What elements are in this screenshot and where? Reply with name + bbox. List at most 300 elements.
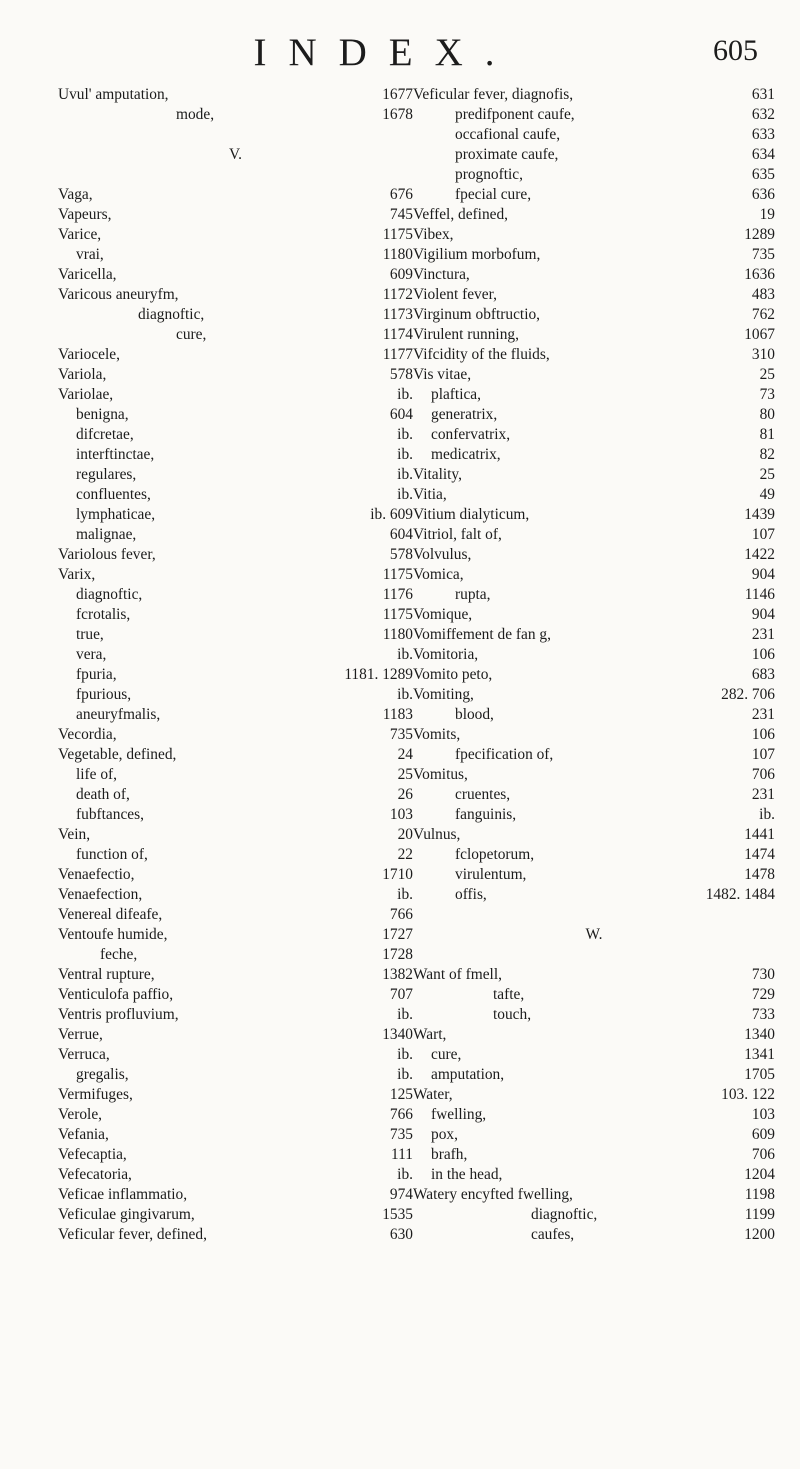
index-entry [413, 1025, 775, 1045]
entry-term: fpurious, [76, 686, 132, 703]
entry-term: brafh, [431, 1146, 468, 1163]
entry-page-ref: 1710 [382, 866, 413, 883]
entry-term: Veficular fever, defined, [58, 1226, 207, 1243]
index-entry [413, 145, 775, 165]
entry-page-ref: 1289 [744, 226, 775, 243]
entry-page-ref: ib. [397, 1046, 413, 1063]
index-entry [58, 985, 413, 1005]
entry-term: death of, [76, 786, 130, 803]
entry-page-ref: 1198 [744, 1186, 775, 1203]
section-letter-text: V. [229, 146, 242, 163]
entry-page-ref: 632 [751, 106, 775, 123]
entry-term: Ventral rupture, [58, 966, 155, 983]
index-entry [413, 345, 775, 365]
entry-term: cure, [431, 1046, 462, 1063]
index-entry [413, 725, 775, 745]
entry-page-ref: 1636 [744, 266, 775, 283]
entry-term: Vomito peto, [413, 666, 493, 683]
entry-term: blood, [455, 706, 494, 723]
index-entry [58, 425, 413, 445]
index-entry [413, 285, 775, 305]
entry-term: Water, [413, 1086, 453, 1103]
entry-term: Veficulae gingivarum, [58, 1206, 195, 1223]
entry-term: confluentes, [76, 486, 151, 503]
page-header [0, 30, 800, 80]
entry-term: Veficular fever, diagnofis, [413, 86, 574, 103]
entry-page-ref: 231 [751, 626, 775, 643]
entry-term: Vomica, [413, 566, 464, 583]
index-entry [58, 365, 413, 385]
entry-page-ref: 73 [759, 386, 775, 403]
entry-page-ref: 904 [751, 606, 775, 623]
entry-term: Violent fever, [413, 286, 497, 303]
entry-page-ref: 636 [751, 186, 775, 203]
index-entry [413, 645, 775, 665]
index-entry [58, 1105, 413, 1125]
entry-term: vrai, [76, 246, 104, 263]
entry-page-ref: 106 [751, 646, 775, 663]
entry-page-ref: 483 [751, 286, 775, 303]
blank-line [58, 165, 413, 185]
entry-page-ref: ib. [397, 386, 413, 403]
index-entry [413, 1045, 775, 1065]
entry-term: amputation, [431, 1066, 505, 1083]
entry-term: Vitality, [413, 466, 462, 483]
entry-term: Varicous aneuryfm, [58, 286, 179, 303]
entry-term: predifponent caufe, [455, 106, 575, 123]
index-entry [58, 585, 413, 605]
entry-page-ref: 107 [751, 526, 775, 543]
index-entry [413, 565, 775, 585]
entry-term: Varice, [58, 226, 102, 243]
entry-term: fclopetorum, [455, 846, 535, 863]
index-entry [413, 365, 775, 385]
entry-page-ref: 24 [397, 746, 413, 763]
index-entry [413, 425, 775, 445]
index-entry [58, 225, 413, 245]
index-entry [413, 765, 775, 785]
entry-term: Virulent running, [413, 326, 519, 343]
index-entry [58, 785, 413, 805]
index-entry [413, 1145, 775, 1165]
index-entry [413, 105, 775, 125]
index-entry [58, 645, 413, 665]
entry-term: Uvul' amputation, [58, 86, 169, 103]
entry-page-ref: 683 [751, 666, 775, 683]
entry-page-ref: 676 [389, 186, 413, 203]
entry-page-ref: 706 [751, 766, 775, 783]
entry-term: cruentes, [455, 786, 511, 803]
entry-page-ref: 609 [389, 266, 413, 283]
entry-term: occafional caufe, [455, 126, 561, 143]
entry-page-ref: ib. [759, 806, 775, 823]
entry-term: prognoftic, [455, 166, 523, 183]
index-entry [58, 765, 413, 785]
index-entry [413, 1085, 775, 1105]
entry-term: Vomitoria, [413, 646, 479, 663]
entry-term: function of, [76, 846, 148, 863]
index-entry [413, 245, 775, 265]
index-entry [58, 945, 413, 965]
index-entry [58, 845, 413, 865]
entry-page-ref: 604 [389, 526, 413, 543]
index-entry [413, 465, 775, 485]
entry-page-ref: 1341 [744, 1046, 775, 1063]
entry-term: Vomique, [413, 606, 473, 623]
index-entry [413, 125, 775, 145]
blank-line [58, 125, 413, 145]
entry-page-ref: 707 [389, 986, 413, 1003]
entry-page-ref: 103 [751, 1106, 775, 1123]
entry-term: proximate caufe, [455, 146, 559, 163]
index-entry [58, 345, 413, 365]
index-entry [58, 1205, 413, 1225]
entry-page-ref: 1180 [382, 626, 413, 643]
entry-page-ref: 1176 [382, 586, 413, 603]
index-entry [58, 625, 413, 645]
index-entry [58, 485, 413, 505]
index-entry [58, 385, 413, 405]
index-entry [58, 305, 413, 325]
entry-term: Vefania, [58, 1126, 109, 1143]
index-entry [413, 305, 775, 325]
entry-term: Vitium dialyticum, [413, 506, 530, 523]
index-entry [413, 385, 775, 405]
entry-page-ref: ib. [397, 646, 413, 663]
entry-page-ref: 1199 [744, 1206, 775, 1223]
entry-term: pox, [431, 1126, 458, 1143]
index-entry [58, 925, 413, 945]
entry-term: plaftica, [431, 386, 481, 403]
index-entry [58, 1125, 413, 1145]
entry-page-ref: 25 [397, 766, 413, 783]
entry-term: fcrotalis, [76, 606, 131, 623]
entry-page-ref: 974 [389, 1186, 413, 1203]
entry-term: Want of fmell, [413, 966, 502, 983]
entry-term: rupta, [455, 586, 491, 603]
entry-page-ref: 633 [751, 126, 775, 143]
entry-term: Vefecatoria, [58, 1166, 132, 1183]
index-entry [58, 885, 413, 905]
entry-term: Venticulofa paffio, [58, 986, 174, 1003]
entry-term: caufes, [531, 1226, 575, 1243]
entry-term: Varix, [58, 566, 96, 583]
index-entry [413, 1225, 775, 1245]
index-entry [413, 805, 775, 825]
entry-page-ref: 735 [389, 1126, 413, 1143]
entry-term: Varicella, [58, 266, 117, 283]
entry-term: Vecordia, [58, 726, 117, 743]
entry-term: in the head, [431, 1166, 503, 1183]
index-entry [58, 665, 413, 685]
entry-term: vera, [76, 646, 107, 663]
index-entry [413, 745, 775, 765]
entry-page-ref: 1677 [382, 86, 413, 103]
index-entry [58, 605, 413, 625]
entry-term: Ventris profluvium, [58, 1006, 179, 1023]
entry-term: Vefecaptia, [58, 1146, 127, 1163]
entry-page-ref: 1422 [744, 546, 775, 563]
entry-term: Verruca, [58, 1046, 110, 1063]
entry-term: Vein, [58, 826, 91, 843]
entry-page-ref: 20 [397, 826, 413, 843]
index-entry [58, 1085, 413, 1105]
index-entry [58, 705, 413, 725]
entry-page-ref: 19 [759, 206, 775, 223]
index-entry [413, 865, 775, 885]
entry-page-ref: 1181. 1289 [344, 666, 413, 683]
entry-term: Ventoufe humide, [58, 926, 168, 943]
index-entry [413, 85, 775, 105]
index-entry [413, 1105, 775, 1125]
entry-page-ref: 706 [751, 1146, 775, 1163]
index-entry [413, 165, 775, 185]
index-entry [413, 505, 775, 525]
index-entry [413, 1205, 775, 1225]
index-entry [413, 1065, 775, 1085]
entry-term: Venaefection, [58, 886, 143, 903]
index-entry [58, 1065, 413, 1085]
entry-page-ref: 1173 [382, 306, 413, 323]
entry-term: fpuria, [76, 666, 117, 683]
entry-page-ref: 25 [759, 466, 775, 483]
index-entry [413, 965, 775, 985]
page-title: INDEX. [253, 31, 517, 74]
entry-term: fanguinis, [455, 806, 517, 823]
index-entry [58, 965, 413, 985]
index-entry [58, 205, 413, 225]
entry-page-ref: ib. [397, 486, 413, 503]
entry-page-ref: 1177 [382, 346, 413, 363]
index-entry [413, 885, 775, 905]
entry-page-ref: 604 [389, 406, 413, 423]
entry-term: Vomitus, [413, 766, 468, 783]
entry-page-ref: 1146 [744, 586, 775, 603]
entry-term: Vis vitae, [413, 366, 472, 383]
entry-term: fpecification of, [455, 746, 554, 763]
entry-page-ref: 22 [397, 846, 413, 863]
index-entry [413, 545, 775, 565]
entry-term: Wart, [413, 1026, 447, 1043]
entry-term: Vibex, [413, 226, 454, 243]
entry-page-ref: 231 [751, 786, 775, 803]
entry-page-ref: 1474 [744, 846, 775, 863]
entry-term: Verrue, [58, 1026, 103, 1043]
entry-page-ref: ib. [397, 1066, 413, 1083]
entry-page-ref: 630 [389, 1226, 413, 1243]
page-number: 605 [713, 34, 758, 67]
entry-page-ref: ib. [397, 1006, 413, 1023]
entry-term: Vifcidity of the fluids, [413, 346, 550, 363]
index-entry [58, 825, 413, 845]
entry-page-ref: 310 [751, 346, 775, 363]
entry-term: Veficae inflammatio, [58, 1186, 188, 1203]
index-entry [413, 265, 775, 285]
entry-term: life of, [76, 766, 118, 783]
entry-term: Veffel, defined, [413, 206, 509, 223]
entry-page-ref: 1535 [382, 1206, 413, 1223]
entry-term: Verole, [58, 1106, 103, 1123]
entry-term: Vegetable, defined, [58, 746, 177, 763]
entry-term: feche, [100, 946, 138, 963]
entry-page-ref: ib. [397, 686, 413, 703]
index-entry [58, 865, 413, 885]
index-entry [413, 205, 775, 225]
entry-page-ref: 1478 [744, 866, 775, 883]
entry-term: Vinctura, [413, 266, 470, 283]
entry-term: lymphaticae, [76, 506, 156, 523]
entry-page-ref: 904 [751, 566, 775, 583]
index-entry [58, 1005, 413, 1025]
entry-page-ref: ib. 609 [370, 506, 413, 523]
entry-page-ref: ib. [397, 426, 413, 443]
entry-term: cure, [176, 326, 207, 343]
entry-page-ref: 282. 706 [721, 686, 775, 703]
entry-page-ref: ib. [397, 466, 413, 483]
entry-page-ref: 1441 [744, 826, 775, 843]
entry-term: generatrix, [431, 406, 498, 423]
entry-term: virulentum, [455, 866, 527, 883]
entry-term: aneuryfmalis, [76, 706, 161, 723]
index-entry [58, 745, 413, 765]
entry-term: offis, [455, 886, 487, 903]
index-entry [58, 1165, 413, 1185]
index-column-right [413, 85, 775, 1245]
entry-page-ref: 729 [751, 986, 775, 1003]
entry-page-ref: 1175 [382, 226, 413, 243]
index-entry [58, 265, 413, 285]
entry-page-ref: 1482. 1484 [705, 886, 775, 903]
entry-page-ref: ib. [397, 886, 413, 903]
blank-line [413, 945, 775, 965]
entry-page-ref: 1180 [382, 246, 413, 263]
index-entry [58, 85, 413, 105]
entry-term: Venaefectio, [58, 866, 135, 883]
index-entry [58, 465, 413, 485]
entry-page-ref: 82 [759, 446, 775, 463]
entry-page-ref: 609 [751, 1126, 775, 1143]
entry-term: fpecial cure, [455, 186, 532, 203]
entry-term: Variolae, [58, 386, 114, 403]
index-entry [58, 565, 413, 585]
entry-page-ref: 125 [389, 1086, 413, 1103]
index-entry [413, 1005, 775, 1025]
entry-page-ref: 733 [751, 1006, 775, 1023]
index-entry [413, 405, 775, 425]
entry-page-ref: 103 [389, 806, 413, 823]
index-entry [58, 185, 413, 205]
index-entry [58, 525, 413, 545]
entry-page-ref: 111 [391, 1146, 413, 1163]
entry-page-ref: 1067 [744, 326, 775, 343]
entry-term: Vitia, [413, 486, 447, 503]
index-entry [58, 445, 413, 465]
entry-term: Vigilium morbofum, [413, 246, 541, 263]
index-entry [413, 185, 775, 205]
entry-page-ref: 1175 [382, 566, 413, 583]
section-letter-text: W. [585, 926, 603, 943]
entry-page-ref: 735 [751, 246, 775, 263]
entry-page-ref: 578 [389, 366, 413, 383]
index-entry [413, 325, 775, 345]
index-entry [58, 1185, 413, 1205]
index-entry [58, 1145, 413, 1165]
index-entry [58, 285, 413, 305]
index-entry [58, 1045, 413, 1065]
entry-page-ref: 1705 [744, 1066, 775, 1083]
entry-term: regulares, [76, 466, 137, 483]
index-entry [413, 1125, 775, 1145]
entry-term: fubftances, [76, 806, 144, 823]
section-letter [58, 145, 413, 165]
section-letter [413, 925, 775, 945]
entry-term: medicatrix, [431, 446, 501, 463]
index-entry [413, 625, 775, 645]
index-entry [413, 225, 775, 245]
index-entry [413, 485, 775, 505]
index-entry [413, 1165, 775, 1185]
entry-term: Vomiffement de fan g, [413, 626, 551, 643]
entry-term: gregalis, [76, 1066, 129, 1083]
entry-page-ref: 634 [751, 146, 775, 163]
entry-term: interftinctae, [76, 446, 155, 463]
entry-page-ref: 231 [751, 706, 775, 723]
entry-term: fwelling, [431, 1106, 487, 1123]
index-entry [413, 845, 775, 865]
entry-term: Vulnus, [413, 826, 461, 843]
entry-term: tafte, [493, 986, 525, 1003]
entry-page-ref: 1175 [382, 606, 413, 623]
entry-page-ref: 1678 [382, 106, 413, 123]
entry-term: Vapeurs, [58, 206, 112, 223]
index-entry [58, 105, 413, 125]
entry-page-ref: 1204 [744, 1166, 775, 1183]
index-entry [58, 905, 413, 925]
entry-term: Virginum obftructio, [413, 306, 541, 323]
entry-page-ref: 1728 [382, 946, 413, 963]
entry-term: Volvulus, [413, 546, 472, 563]
index-entry [58, 545, 413, 565]
index-entry [58, 685, 413, 705]
entry-page-ref: 80 [759, 406, 775, 423]
index-entry [413, 605, 775, 625]
entry-page-ref: 578 [389, 546, 413, 563]
entry-page-ref: 106 [751, 726, 775, 743]
index-entry [58, 505, 413, 525]
entry-page-ref: 1340 [744, 1026, 775, 1043]
index-entry [58, 405, 413, 425]
blank-line [413, 905, 775, 925]
index-entry [58, 805, 413, 825]
index-entry [413, 825, 775, 845]
entry-page-ref: 103. 122 [721, 1086, 775, 1103]
entry-page-ref: 766 [389, 1106, 413, 1123]
entry-term: benigna, [76, 406, 129, 423]
index-entry [413, 685, 775, 705]
entry-term: malignae, [76, 526, 137, 543]
entry-page-ref: 1382 [382, 966, 413, 983]
entry-page-ref: 25 [759, 366, 775, 383]
index-entry [413, 445, 775, 465]
entry-page-ref: 735 [389, 726, 413, 743]
entry-term: difcretae, [76, 426, 134, 443]
entry-term: Variola, [58, 366, 107, 383]
entry-page-ref: 631 [751, 86, 775, 103]
entry-term: Vitriol, falt of, [413, 526, 502, 543]
entry-page-ref: 635 [751, 166, 775, 183]
index-entry [58, 725, 413, 745]
entry-page-ref: 1439 [744, 506, 775, 523]
